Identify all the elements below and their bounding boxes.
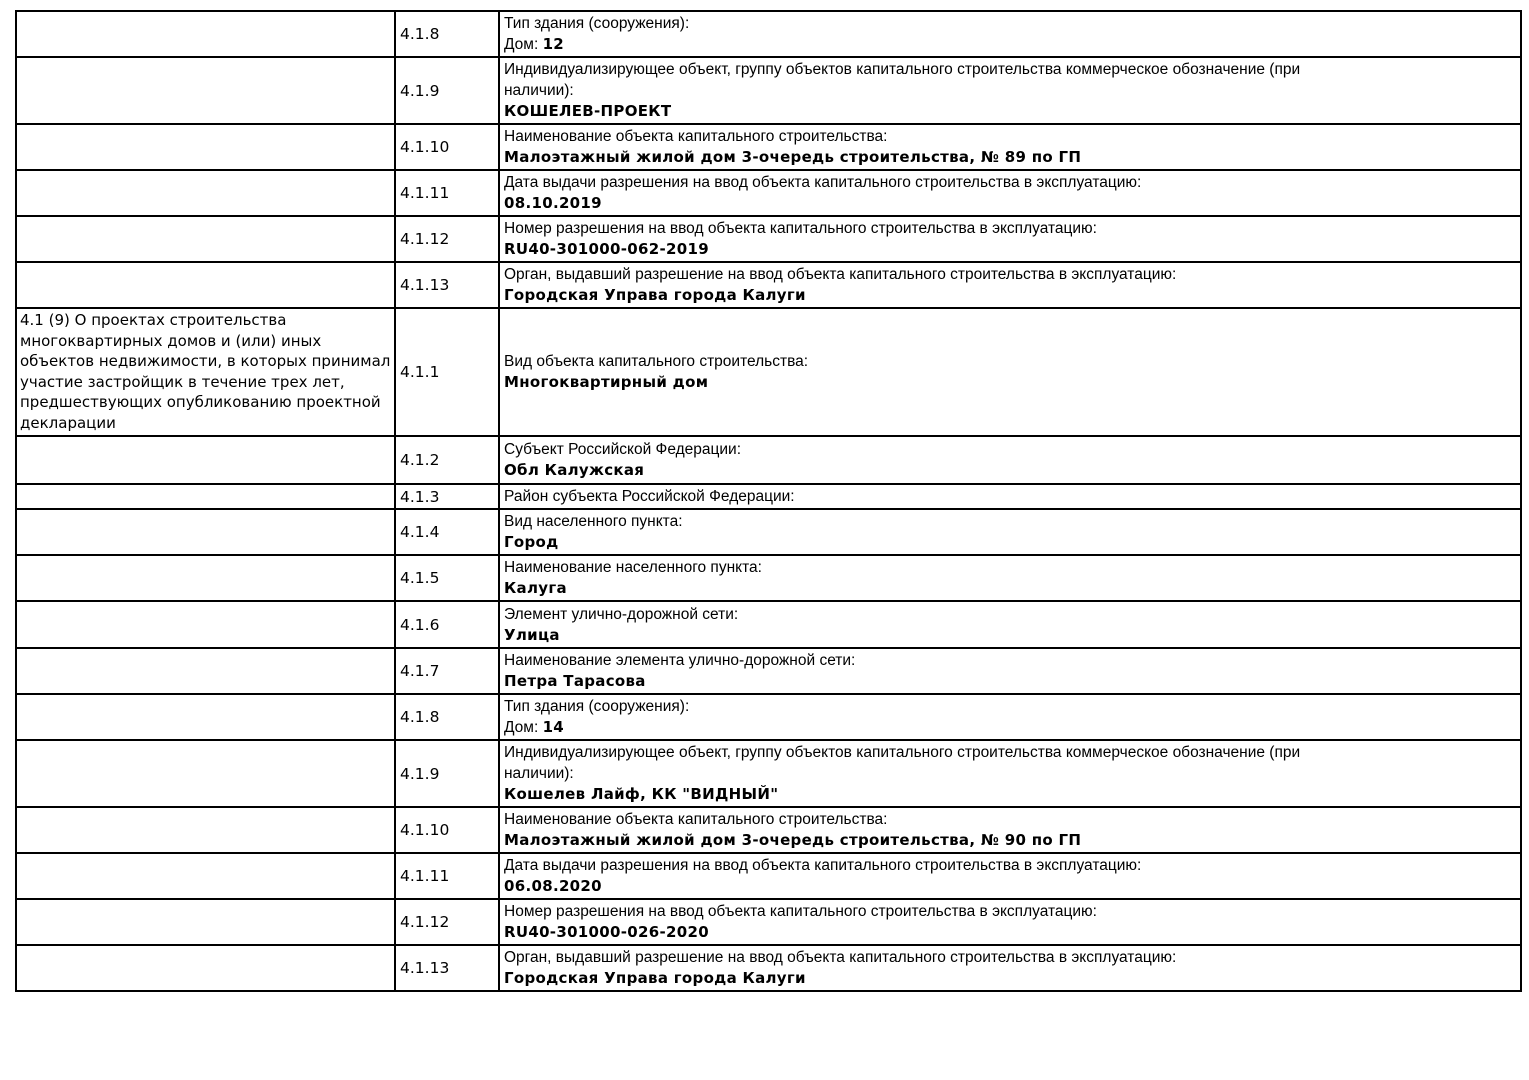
field-value	[504, 460, 1516, 481]
field-value	[504, 784, 1516, 805]
field-label: Район субъекта Российской Федерации:	[504, 488, 795, 505]
row-code: 4.1.11	[400, 184, 450, 202]
field-value	[504, 830, 1516, 851]
field-value	[504, 968, 1516, 989]
field-value-text: Обл Калужская	[504, 461, 645, 479]
table-row	[16, 853, 1521, 899]
table-row	[16, 308, 1521, 436]
code-cell	[395, 807, 499, 853]
field-value-text: Кошелев Лайф, КК "ВИДНЫЙ"	[504, 785, 779, 803]
section-cell	[16, 853, 395, 899]
table-row	[16, 57, 1521, 124]
field-value-prefix: Дом:	[504, 36, 543, 53]
field-value-text: Город	[504, 533, 559, 551]
content-cell	[499, 216, 1521, 262]
row-code: 4.1.2	[400, 451, 440, 469]
field-value	[504, 147, 1516, 168]
section-cell	[16, 262, 395, 308]
content-cell	[499, 648, 1521, 694]
table-row	[16, 509, 1521, 555]
field-label: Орган, выдавший разрешение на ввод объекта капитального строительства в эксплуатацию:	[504, 266, 1177, 283]
field-value	[504, 34, 1516, 55]
row-code: 4.1.5	[400, 569, 440, 587]
code-cell	[395, 308, 499, 436]
field-label: Наименование объекта капитального строительства:	[504, 811, 888, 828]
table-body	[16, 11, 1521, 991]
field-label: Наименование объекта капитального строительства:	[504, 128, 888, 145]
field-value-text: Калуга	[504, 579, 567, 597]
code-cell	[395, 601, 499, 648]
field-value-text: RU40-301000-062-2019	[504, 240, 709, 258]
content-cell	[499, 694, 1521, 740]
field-value-text: Малоэтажный жилой дом 3-очередь строительства, № 90 по ГП	[504, 831, 1082, 849]
row-code: 4.1.6	[400, 615, 440, 634]
field-value	[504, 717, 1516, 738]
table-row	[16, 124, 1521, 170]
section-cell	[16, 740, 395, 807]
field-label: Орган, выдавший разрешение на ввод объекта капитального строительства в эксплуатацию:	[504, 949, 1177, 966]
row-code: 4.1.13	[400, 276, 450, 294]
table-row	[16, 740, 1521, 807]
field-label: Субъект Российской Федерации:	[504, 441, 742, 458]
content-cell	[499, 170, 1521, 216]
field-value-text: RU40-301000-026-2020	[504, 923, 709, 941]
section-cell	[16, 807, 395, 853]
section-cell	[16, 945, 395, 991]
content-cell	[499, 807, 1521, 853]
field-value	[504, 532, 1516, 553]
row-code: 4.1.8	[400, 25, 440, 43]
field-label: Наименование элемента улично-дорожной сети:	[504, 652, 856, 669]
field-label: Тип здания (сооружения):	[504, 15, 690, 32]
field-label: Наименование населенного пункта:	[504, 559, 762, 576]
content-cell	[499, 740, 1521, 807]
code-cell	[395, 509, 499, 555]
field-value-text: КОШЕЛЕВ-ПРОЕКТ	[504, 102, 672, 120]
code-cell	[395, 853, 499, 899]
section-cell	[16, 648, 395, 694]
row-code: 4.1.9	[400, 81, 440, 100]
field-value-text: 08.10.2019	[504, 194, 602, 212]
code-cell	[395, 648, 499, 694]
section-cell	[16, 11, 395, 57]
row-code: 4.1.3	[400, 487, 440, 506]
field-label: Индивидуализирующее объект, группу объектов капитального строительства коммерческое обозначение (при наличии):	[504, 744, 1301, 782]
row-code: 4.1.11	[400, 867, 450, 885]
field-label: Номер разрешения на ввод объекта капитального строительства в эксплуатацию:	[504, 903, 1097, 920]
field-value	[504, 239, 1516, 260]
section-cell	[16, 57, 395, 124]
table-row	[16, 694, 1521, 740]
content-cell	[499, 853, 1521, 899]
field-value-text: Городская Управа города Калуги	[504, 286, 806, 304]
field-label: Дата выдачи разрешения на ввод объекта капитального строительства в эксплуатацию:	[504, 174, 1142, 191]
content-cell	[499, 436, 1521, 484]
content-cell	[499, 262, 1521, 308]
row-code: 4.1.4	[400, 523, 440, 541]
table-row	[16, 216, 1521, 262]
row-code: 4.1.1	[400, 363, 440, 381]
code-cell	[395, 170, 499, 216]
row-code: 4.1.10	[400, 138, 450, 156]
field-value	[504, 876, 1516, 897]
table-row	[16, 484, 1521, 509]
field-value	[504, 372, 1516, 393]
table-row	[16, 601, 1521, 648]
field-value-text: 12	[542, 35, 565, 53]
field-value-text: Малоэтажный жилой дом 3-очередь строительства, № 89 по ГП	[504, 148, 1082, 166]
table-row	[16, 262, 1521, 308]
field-value	[504, 101, 1516, 122]
content-cell	[499, 899, 1521, 945]
code-cell	[395, 262, 499, 308]
section-cell	[16, 124, 395, 170]
code-cell	[395, 124, 499, 170]
field-value-text: Улица	[504, 625, 560, 644]
section-cell	[16, 170, 395, 216]
code-cell	[395, 945, 499, 991]
row-code: 4.1.12	[400, 913, 450, 931]
content-cell	[499, 11, 1521, 57]
content-cell	[499, 484, 1521, 509]
row-code: 4.1.12	[400, 230, 450, 248]
code-cell	[395, 216, 499, 262]
row-code: 4.1.13	[400, 959, 450, 977]
code-cell	[395, 694, 499, 740]
field-value-text: 14	[542, 718, 565, 736]
declaration-table	[15, 10, 1522, 992]
code-cell	[395, 11, 499, 57]
section-cell	[16, 899, 395, 945]
row-code: 4.1.7	[400, 662, 440, 680]
section-cell	[16, 509, 395, 555]
content-cell	[499, 124, 1521, 170]
field-value-text: Городская Управа города Калуги	[504, 969, 806, 987]
field-value	[504, 193, 1516, 214]
table-row	[16, 555, 1521, 601]
field-value	[504, 671, 1516, 692]
field-label: Номер разрешения на ввод объекта капитального строительства в эксплуатацию:	[504, 220, 1097, 237]
field-value-text: Петра Тарасова	[504, 672, 646, 690]
field-value	[504, 922, 1516, 943]
table-row	[16, 11, 1521, 57]
field-label: Вид населенного пункта:	[504, 513, 683, 530]
row-code: 4.1.9	[400, 764, 440, 783]
content-cell	[499, 945, 1521, 991]
table-row	[16, 436, 1521, 484]
table-row	[16, 945, 1521, 991]
row-code: 4.1.8	[400, 708, 440, 726]
field-label: Элемент улично-дорожной сети:	[504, 605, 739, 623]
content-cell	[499, 57, 1521, 124]
code-cell	[395, 899, 499, 945]
section-cell	[16, 308, 395, 436]
content-cell	[499, 601, 1521, 648]
code-cell	[395, 555, 499, 601]
content-cell	[499, 308, 1521, 436]
field-label: Индивидуализирующее объект, группу объектов капитального строительства коммерческое обозначение (при наличии):	[504, 61, 1301, 99]
field-label: Вид объекта капитального строительства:	[504, 353, 809, 370]
code-cell	[395, 436, 499, 484]
section-cell	[16, 436, 395, 484]
field-label: Дата выдачи разрешения на ввод объекта капитального строительства в эксплуатацию:	[504, 857, 1142, 874]
content-cell	[499, 555, 1521, 601]
row-code: 4.1.10	[400, 821, 450, 839]
content-cell	[499, 509, 1521, 555]
section-cell	[16, 216, 395, 262]
field-value-prefix: Дом:	[504, 719, 543, 736]
section-cell	[16, 601, 395, 648]
table-row	[16, 899, 1521, 945]
field-label: Тип здания (сооружения):	[504, 698, 690, 715]
table-row	[16, 648, 1521, 694]
section-label: 4.1 (9) О проектах строительства многоквартирных домов и (или) иных объектов недвижимости, в которых принимал участие застройщик в течение трех лет, предшествующих опубликованию проектной декларации	[20, 311, 391, 432]
field-value	[504, 285, 1516, 306]
table-row	[16, 807, 1521, 853]
field-value	[504, 625, 1516, 646]
field-value	[504, 578, 1516, 599]
field-value-text: 06.08.2020	[504, 877, 602, 895]
field-value-text: Многоквартирный дом	[504, 373, 709, 391]
section-cell	[16, 484, 395, 509]
code-cell	[395, 740, 499, 807]
table-row	[16, 170, 1521, 216]
code-cell	[395, 484, 499, 509]
section-cell	[16, 555, 395, 601]
section-cell	[16, 694, 395, 740]
code-cell	[395, 57, 499, 124]
